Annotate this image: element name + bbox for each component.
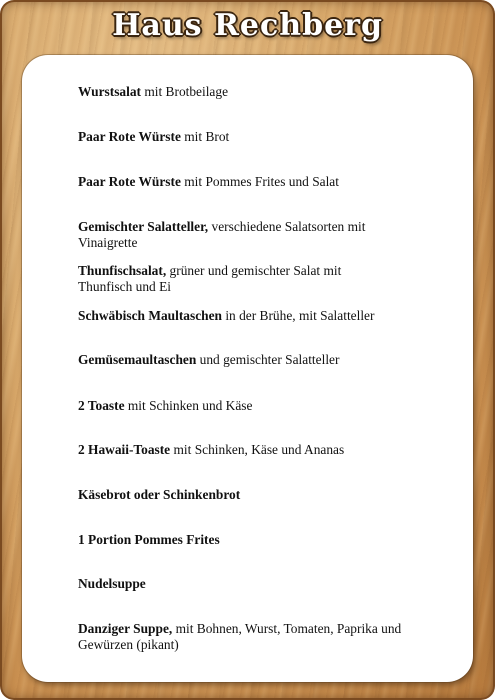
menu-item <box>78 308 438 324</box>
menu-item <box>78 129 438 145</box>
menu-item-description: und gemischter Salatteller <box>196 352 340 367</box>
menu-item-name: 1 Portion Pommes Frites <box>78 532 220 547</box>
menu-item-name: Danziger Suppe, <box>78 621 173 636</box>
menu-title: Haus Rechberg <box>112 8 383 43</box>
menu-item-name: Käsebrot oder Schinkenbrot <box>78 487 241 502</box>
menu-item-name: 2 Toaste <box>78 398 125 413</box>
menu-item-description: in der Brühe, mit Salatteller <box>221 308 375 323</box>
menu-item-name: Gemüsemaultaschen <box>78 352 197 367</box>
menu-item-name: Schwäbisch Maultaschen <box>78 308 222 323</box>
menu-item-name: 2 Hawaii-Toaste <box>78 442 171 457</box>
menu-item-description: mit Schinken und Käse <box>124 398 253 413</box>
menu-item <box>78 174 438 190</box>
menu-item-description: mit Brot <box>180 129 230 144</box>
menu-item-description: verschiedene Salatsorten mit Vinaigrette <box>78 219 366 250</box>
menu-item-description: mit Schinken, Käse und Ananas <box>170 442 345 457</box>
menu-item-description: mit Brotbeilage <box>141 84 229 99</box>
menu-item-name: Paar Rote Würste <box>78 129 181 144</box>
menu-item <box>78 398 438 414</box>
menu-card <box>22 55 473 682</box>
menu-item-name: Gemischter Salatteller, <box>78 219 209 234</box>
menu-item <box>78 352 438 368</box>
menu-item <box>78 442 438 458</box>
menu-item <box>78 487 438 503</box>
menu-item <box>78 532 438 548</box>
menu-item-description: mit Bohnen, Wurst, Tomaten, Paprika und Gewürzen (pikant) <box>78 621 402 652</box>
menu-item <box>78 84 438 100</box>
menu-item-description: grüner und gemischter Salat mit Thunfisch und Ei <box>78 263 342 294</box>
menu-item-name: Nudelsuppe <box>78 576 146 591</box>
menu-item-name: Wurstsalat <box>78 84 141 99</box>
menu-item <box>78 621 426 653</box>
menu-item <box>78 263 368 295</box>
menu-item-description: mit Pommes Frites und Salat <box>180 174 339 189</box>
menu-item-name: Paar Rote Würste <box>78 174 181 189</box>
menu-item <box>78 219 396 251</box>
menu-item-name: Thunfischsalat, <box>78 263 167 278</box>
menu-item <box>78 576 438 592</box>
